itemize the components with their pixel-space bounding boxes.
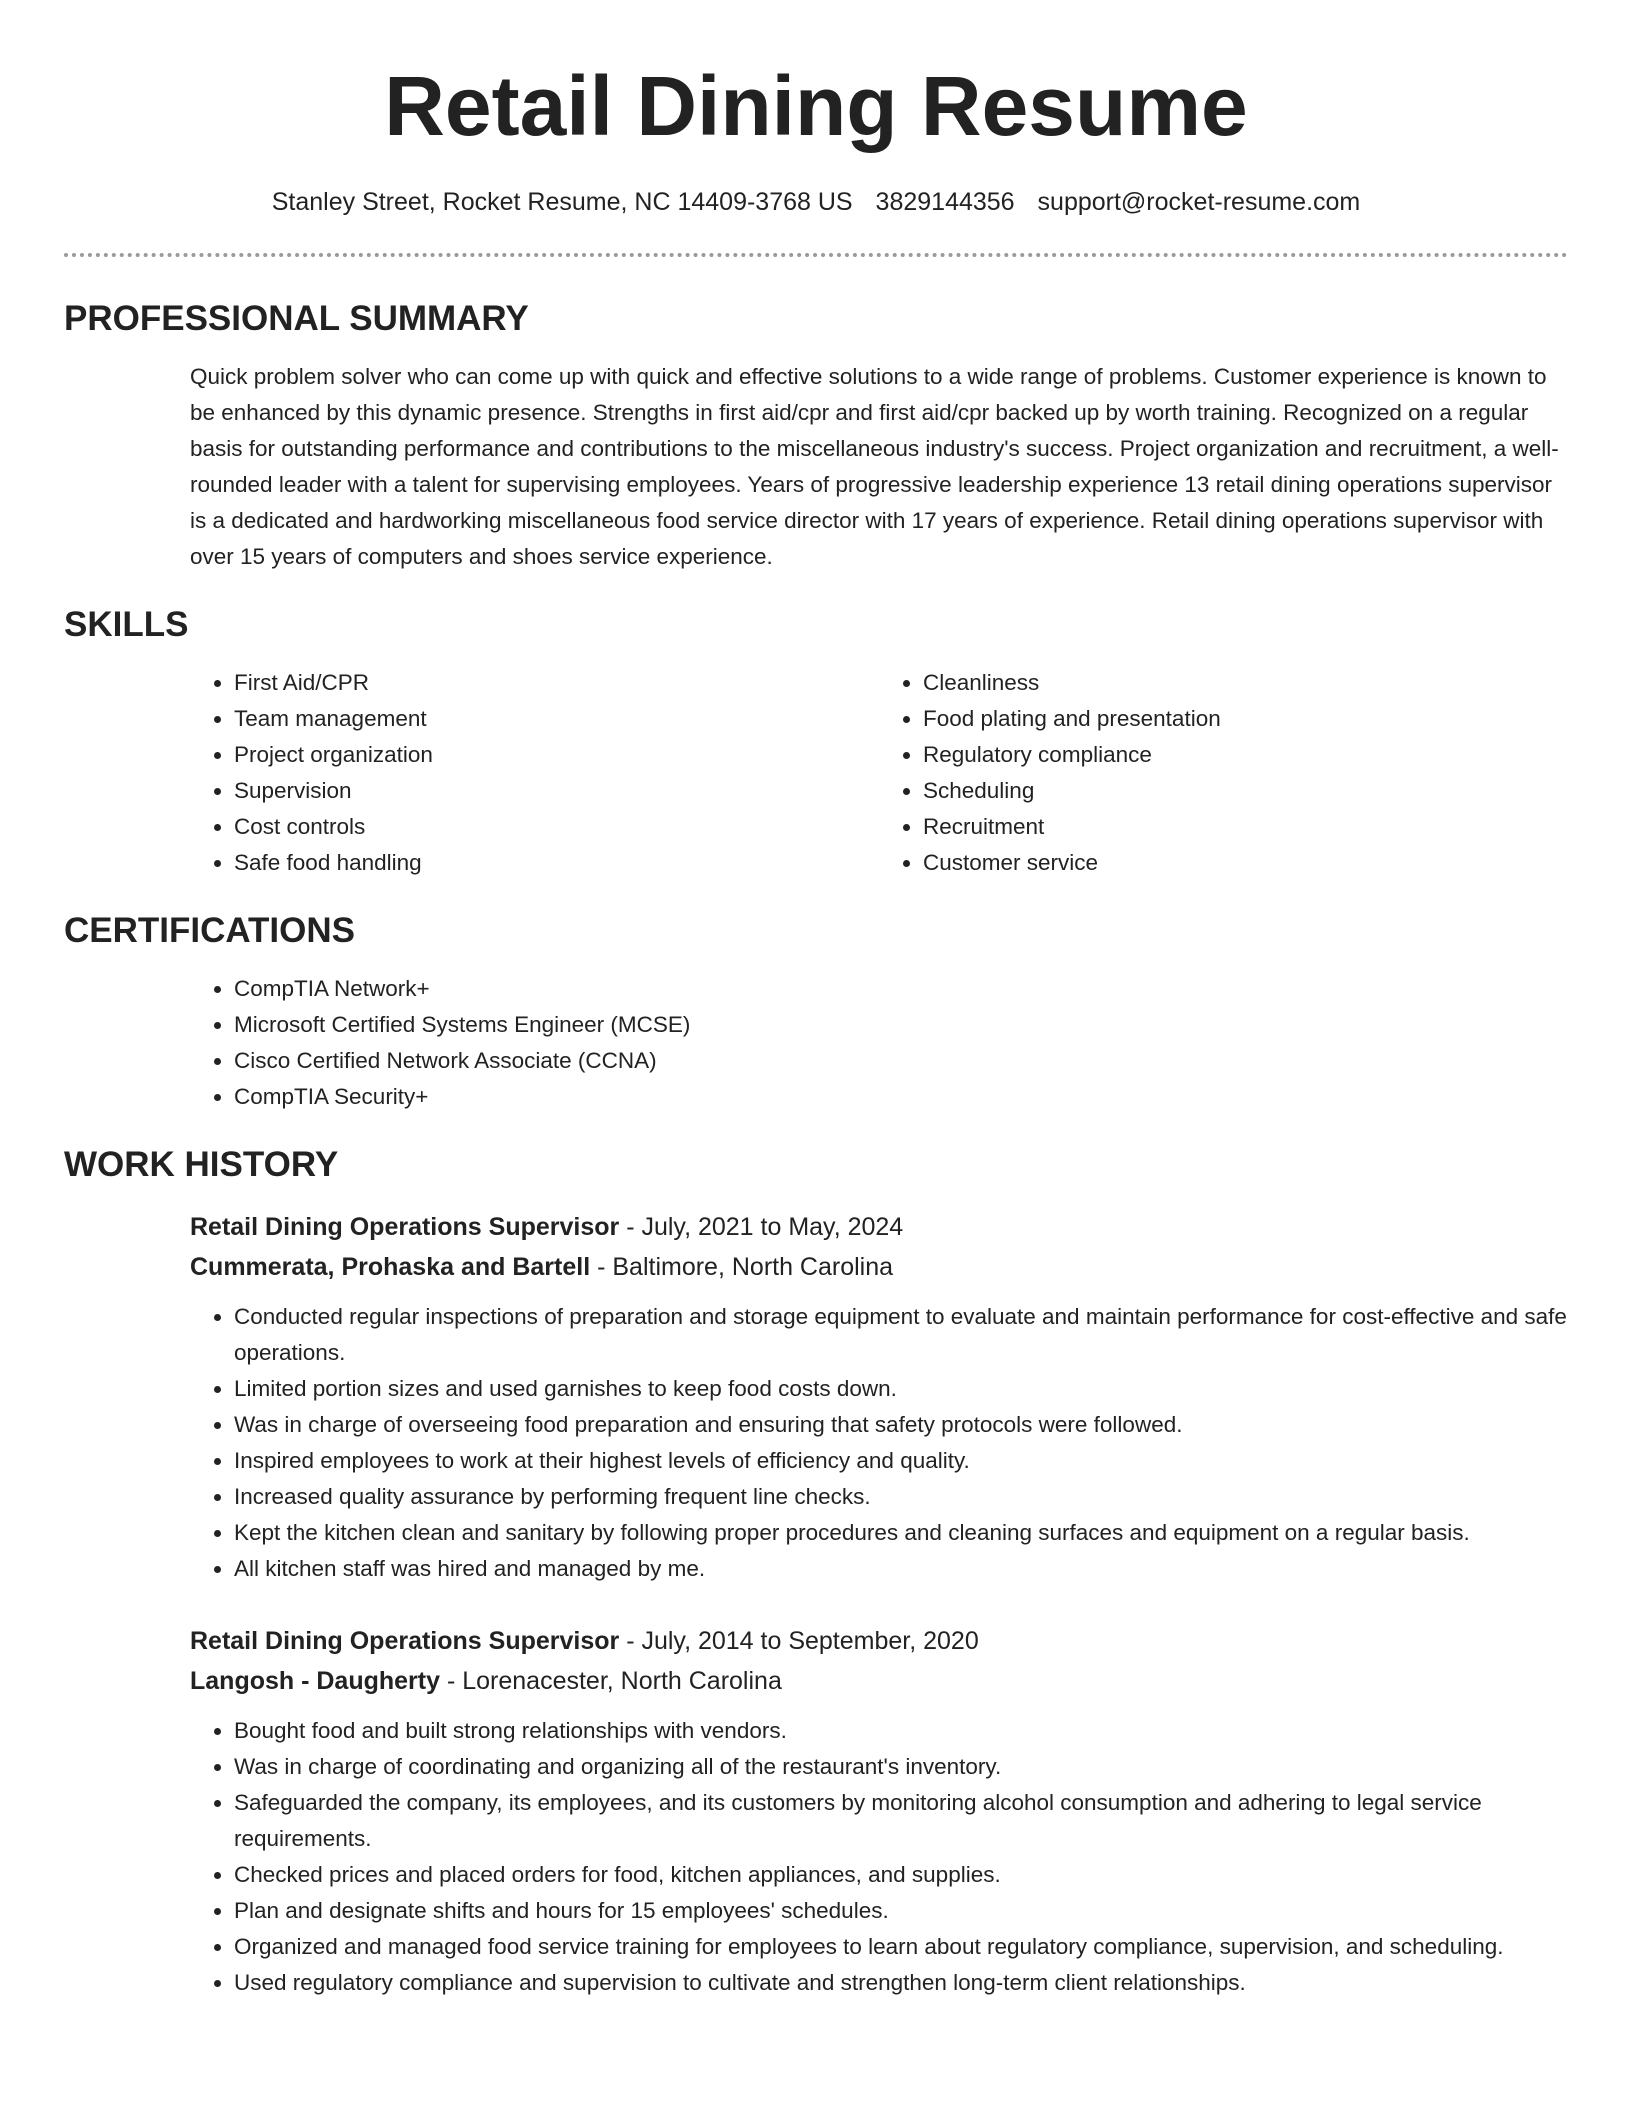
job-company-line (190, 1247, 1568, 1287)
job-dates: - July, 2014 to September, 2020 (619, 1627, 979, 1655)
skills-heading: SKILLS (64, 605, 189, 644)
skill-item: • Supervision (234, 773, 879, 809)
job-title-line (190, 1621, 1568, 1661)
job-location: - Baltimore, North Carolina (590, 1253, 894, 1281)
certification-item: • Microsoft Certified Systems Engineer (MCSE) (234, 1007, 1568, 1043)
duty-item: • All kitchen staff was hired and managed by me. (234, 1551, 1568, 1587)
duty-item: • Used regulatory compliance and supervision to cultivate and strengthen long-term client relationships. (234, 1965, 1568, 2001)
job-entry (190, 1207, 1568, 1587)
contact-phone: 3829144356 (875, 188, 1015, 216)
summary-heading: PROFESSIONAL SUMMARY (64, 299, 529, 338)
skills-list-left (190, 665, 879, 881)
skill-item: • Customer service (923, 845, 1568, 881)
job-location: - Lorenacester, North Carolina (440, 1667, 782, 1695)
duty-item: • Plan and designate shifts and hours for 15 employees' schedules. (234, 1893, 1568, 1929)
duty-item: • Inspired employees to work at their highest levels of efficiency and quality. (234, 1443, 1568, 1479)
duty-item: • Checked prices and placed orders for food, kitchen appliances, and supplies. (234, 1857, 1568, 1893)
certification-item: • CompTIA Network+ (234, 971, 1568, 1007)
duty-item: • Was in charge of overseeing food preparation and ensuring that safety protocols were followed. (234, 1407, 1568, 1443)
certifications-heading: CERTIFICATIONS (64, 911, 356, 950)
duty-item: • Increased quality assurance by performing frequent line checks. (234, 1479, 1568, 1515)
job-company: Langosh - Daugherty (190, 1667, 441, 1695)
job-duties (190, 1713, 1568, 2001)
skill-item: • Food plating and presentation (923, 701, 1568, 737)
certifications-list (190, 971, 1568, 1115)
skill-item: • Recruitment (923, 809, 1568, 845)
skill-item: • First Aid/CPR (234, 665, 879, 701)
job-entry (190, 1621, 1568, 2001)
duty-item: • Bought food and built strong relationships with vendors. (234, 1713, 1568, 1749)
skill-item: • Cleanliness (923, 665, 1568, 701)
duty-item: • Organized and managed food service training for employees to learn about regulatory compliance, supervision, and scheduling. (234, 1929, 1568, 1965)
skills-list-right (879, 665, 1568, 881)
job-dates: - July, 2021 to May, 2024 (619, 1213, 904, 1241)
contact-line (64, 186, 1568, 218)
duty-item: • Kept the kitchen clean and sanitary by following proper procedures and cleaning surfaces and equipment on a regular basis. (234, 1515, 1568, 1551)
contact-address: Stanley Street, Rocket Resume, NC 14409-3768 US (271, 188, 853, 216)
header-divider (64, 253, 1568, 257)
certification-item: • CompTIA Security+ (234, 1079, 1568, 1115)
job-duties (190, 1299, 1568, 1587)
job-company: Cummerata, Prohaska and Bartell (190, 1253, 591, 1281)
job-title-line (190, 1207, 1568, 1247)
skill-item: • Project organization (234, 737, 879, 773)
contact-email: support@rocket-resume.com (1037, 188, 1361, 216)
duty-item: • Conducted regular inspections of preparation and storage equipment to evaluate and maintain performance for cost-effective and safe operations. (234, 1299, 1568, 1371)
skill-item: • Team management (234, 701, 879, 737)
duty-item: • Limited portion sizes and used garnishes to keep food costs down. (234, 1371, 1568, 1407)
work-history-heading: WORK HISTORY (64, 1145, 339, 1184)
certification-item: • Cisco Certified Network Associate (CCNA) (234, 1043, 1568, 1079)
skill-item: • Safe food handling (234, 845, 879, 881)
resume-title: Retail Dining Resume (384, 59, 1248, 153)
summary-text: Quick problem solver who can come up with quick and effective solutions to a wide range of problems. Customer experience is known to be enhanced by this dynamic presence. Strengths in first aid/cpr and first aid/cpr backed up by worth training. Recognized on a regular basis for outstanding performance and contributions to the miscellaneous industry's success. Project organization and recruitment, a well-rounded leader with a talent for supervising employees. Years of progressive leadership experience 13 retail dining operations supervisor is a dedicated and hardworking miscellaneous food service director with 17 years of experience. Retail dining operations supervisor with over 15 years of computers and shoes service experience. (190, 364, 1559, 569)
job-title: Retail Dining Operations Supervisor (190, 1627, 620, 1655)
job-company-line (190, 1661, 1568, 1701)
job-title: Retail Dining Operations Supervisor (190, 1213, 620, 1241)
skill-item: • Cost controls (234, 809, 879, 845)
duty-item: • Safeguarded the company, its employees, and its customers by monitoring alcohol consumption and adhering to legal service requirements. (234, 1785, 1568, 1857)
skill-item: • Scheduling (923, 773, 1568, 809)
duty-item: • Was in charge of coordinating and organizing all of the restaurant's inventory. (234, 1749, 1568, 1785)
skills-columns (190, 665, 1568, 881)
skill-item: • Regulatory compliance (923, 737, 1568, 773)
